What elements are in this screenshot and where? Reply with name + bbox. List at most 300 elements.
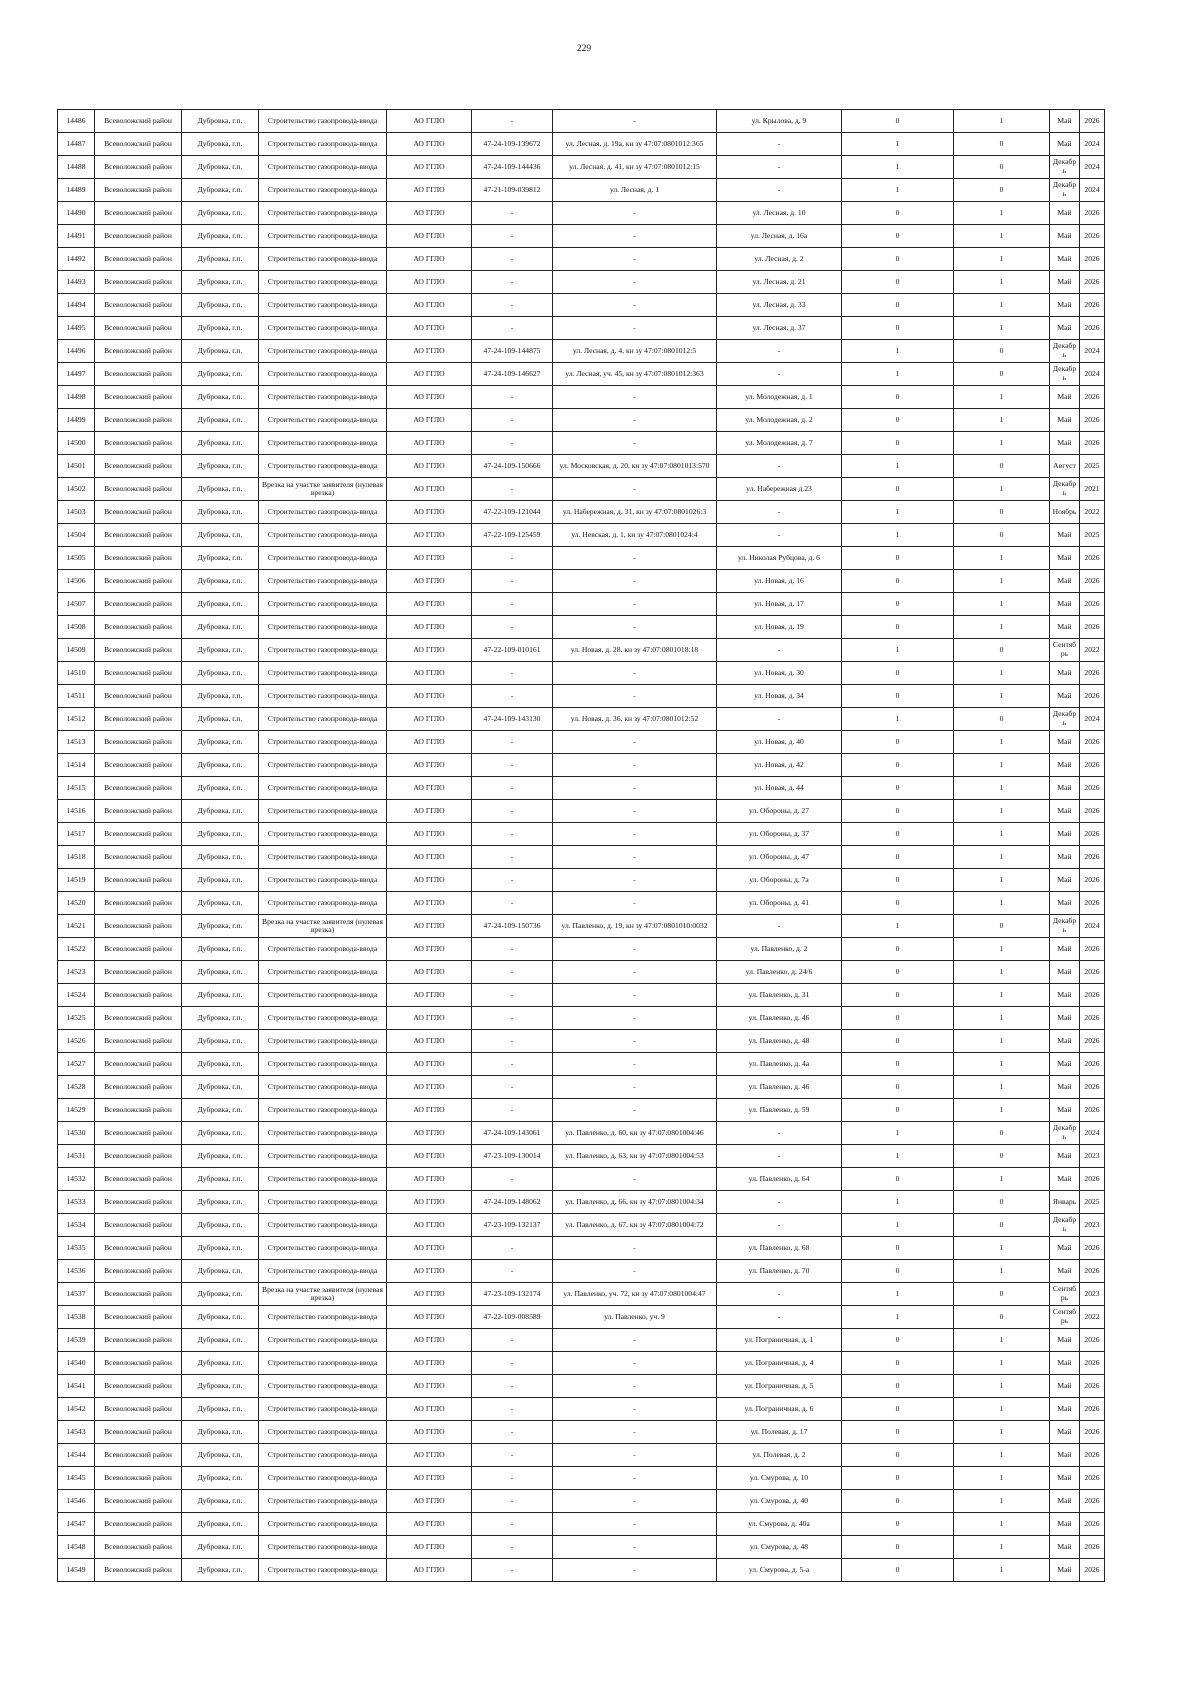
cell-district: Всеволожский район bbox=[95, 363, 182, 386]
cell-application-number: - bbox=[472, 777, 553, 800]
cell-work-type: Строительство газопровода-ввода bbox=[259, 133, 387, 156]
cell-work-type: Строительство газопровода-ввода bbox=[259, 708, 387, 731]
cell-application-number: - bbox=[472, 478, 553, 501]
cell-address: - bbox=[717, 340, 842, 363]
cell-district: Всеволожский район bbox=[95, 1490, 182, 1513]
cell-organization: АО ГГЛО bbox=[387, 570, 472, 593]
cell-address: ул. Обороны, д. 37 bbox=[717, 823, 842, 846]
table-row bbox=[58, 1007, 1105, 1030]
cell-value-b: 0 bbox=[954, 1122, 1050, 1145]
cell-value-a: 0 bbox=[842, 386, 954, 409]
table-row bbox=[58, 294, 1105, 317]
table-row bbox=[58, 1260, 1105, 1283]
cell-settlement: Дубровка, г.п. bbox=[182, 823, 259, 846]
cell-application-number: - bbox=[472, 938, 553, 961]
cell-settlement: Дубровка, г.п. bbox=[182, 616, 259, 639]
cell-organization: АО ГГЛО bbox=[387, 639, 472, 662]
cell-work-type: Строительство газопровода-ввода bbox=[259, 639, 387, 662]
cell-row-number: 14500 bbox=[58, 432, 95, 455]
cell-application-number: - bbox=[472, 685, 553, 708]
cell-row-number: 14525 bbox=[58, 1007, 95, 1030]
cell-address-cadastral: ул. Невская, д. 1, кн зу 47:07:0801024:4 bbox=[553, 524, 717, 547]
cell-value-a: 0 bbox=[842, 731, 954, 754]
cell-year: 2026 bbox=[1080, 432, 1105, 455]
cell-address-cadastral: - bbox=[553, 984, 717, 1007]
cell-year: 2026 bbox=[1080, 1099, 1105, 1122]
cell-organization: АО ГГЛО bbox=[387, 156, 472, 179]
cell-row-number: 14527 bbox=[58, 1053, 95, 1076]
cell-application-number: - bbox=[472, 1168, 553, 1191]
table-row bbox=[58, 363, 1105, 386]
cell-settlement: Дубровка, г.п. bbox=[182, 547, 259, 570]
cell-row-number: 14501 bbox=[58, 455, 95, 478]
cell-organization: АО ГГЛО bbox=[387, 1513, 472, 1536]
cell-value-b: 0 bbox=[954, 1191, 1050, 1214]
cell-address-cadastral: - bbox=[553, 593, 717, 616]
table-row bbox=[58, 1375, 1105, 1398]
cell-address-cadastral: - bbox=[553, 1168, 717, 1191]
cell-month: Май bbox=[1050, 984, 1080, 1007]
cell-address: ул. Павленко, д. 31 bbox=[717, 984, 842, 1007]
cell-settlement: Дубровка, г.п. bbox=[182, 1237, 259, 1260]
cell-value-a: 0 bbox=[842, 317, 954, 340]
table-row bbox=[58, 501, 1105, 524]
cell-application-number: 47-21-109-039812 bbox=[472, 179, 553, 202]
cell-value-a: 1 bbox=[842, 1306, 954, 1329]
cell-value-a: 0 bbox=[842, 409, 954, 432]
cell-address-cadastral: - bbox=[553, 1467, 717, 1490]
cell-year: 2026 bbox=[1080, 1352, 1105, 1375]
cell-value-a: 1 bbox=[842, 1122, 954, 1145]
cell-address: - bbox=[717, 639, 842, 662]
cell-row-number: 14498 bbox=[58, 386, 95, 409]
cell-work-type: Строительство газопровода-ввода bbox=[259, 1007, 387, 1030]
cell-value-a: 0 bbox=[842, 478, 954, 501]
cell-organization: АО ГГЛО bbox=[387, 363, 472, 386]
cell-year: 2025 bbox=[1080, 524, 1105, 547]
cell-year: 2026 bbox=[1080, 593, 1105, 616]
cell-value-a: 0 bbox=[842, 777, 954, 800]
cell-settlement: Дубровка, г.п. bbox=[182, 363, 259, 386]
cell-organization: АО ГГЛО bbox=[387, 1145, 472, 1168]
cell-value-b: 1 bbox=[954, 1467, 1050, 1490]
cell-month: Декабрь bbox=[1050, 156, 1080, 179]
cell-year: 2026 bbox=[1080, 1513, 1105, 1536]
cell-year: 2026 bbox=[1080, 1421, 1105, 1444]
cell-address-cadastral: - bbox=[553, 248, 717, 271]
table-row bbox=[58, 340, 1105, 363]
cell-work-type: Строительство газопровода-ввода bbox=[259, 1352, 387, 1375]
cell-value-b: 0 bbox=[954, 1145, 1050, 1168]
cell-application-number: - bbox=[472, 1490, 553, 1513]
cell-work-type: Строительство газопровода-ввода bbox=[259, 1306, 387, 1329]
cell-value-b: 1 bbox=[954, 478, 1050, 501]
cell-row-number: 14528 bbox=[58, 1076, 95, 1099]
cell-settlement: Дубровка, г.п. bbox=[182, 432, 259, 455]
cell-address: - bbox=[717, 501, 842, 524]
cell-organization: АО ГГЛО bbox=[387, 179, 472, 202]
cell-year: 2026 bbox=[1080, 1559, 1105, 1582]
cell-settlement: Дубровка, г.п. bbox=[182, 455, 259, 478]
cell-address: ул. Смурова, д. 48 bbox=[717, 1536, 842, 1559]
cell-settlement: Дубровка, г.п. bbox=[182, 110, 259, 133]
cell-month: Май bbox=[1050, 1145, 1080, 1168]
cell-organization: АО ГГЛО bbox=[387, 1122, 472, 1145]
cell-row-number: 14491 bbox=[58, 225, 95, 248]
cell-value-a: 0 bbox=[842, 616, 954, 639]
cell-organization: АО ГГЛО bbox=[387, 1030, 472, 1053]
cell-address: ул. Обороны, д. 41 bbox=[717, 892, 842, 915]
cell-settlement: Дубровка, г.п. bbox=[182, 938, 259, 961]
cell-application-number: 47-24-109-144436 bbox=[472, 156, 553, 179]
data-table bbox=[57, 109, 1105, 1582]
table-row bbox=[58, 432, 1105, 455]
cell-district: Всеволожский район bbox=[95, 547, 182, 570]
cell-application-number: - bbox=[472, 1099, 553, 1122]
cell-month: Май bbox=[1050, 1490, 1080, 1513]
cell-value-a: 0 bbox=[842, 225, 954, 248]
cell-district: Всеволожский район bbox=[95, 248, 182, 271]
cell-month: Май bbox=[1050, 1168, 1080, 1191]
cell-month: Май bbox=[1050, 731, 1080, 754]
cell-work-type: Строительство газопровода-ввода bbox=[259, 363, 387, 386]
cell-address-cadastral: ул. Павленко, д. 60, кн зу 47:07:0801004:46 bbox=[553, 1122, 717, 1145]
cell-value-b: 1 bbox=[954, 1168, 1050, 1191]
cell-address: ул. Молодежная, д. 2 bbox=[717, 409, 842, 432]
cell-value-a: 1 bbox=[842, 708, 954, 731]
cell-work-type: Врезка на участке заявителя (нулевая врезка) bbox=[259, 1283, 387, 1306]
cell-year: 2026 bbox=[1080, 225, 1105, 248]
cell-month: Май bbox=[1050, 248, 1080, 271]
cell-row-number: 14521 bbox=[58, 915, 95, 938]
cell-value-a: 0 bbox=[842, 1076, 954, 1099]
cell-row-number: 14488 bbox=[58, 156, 95, 179]
cell-value-a: 1 bbox=[842, 639, 954, 662]
table-row bbox=[58, 547, 1105, 570]
cell-value-a: 0 bbox=[842, 202, 954, 225]
cell-row-number: 14492 bbox=[58, 248, 95, 271]
cell-address: ул. Лесная, д. 33 bbox=[717, 294, 842, 317]
cell-address: - bbox=[717, 455, 842, 478]
table-row bbox=[58, 1053, 1105, 1076]
cell-year: 2024 bbox=[1080, 363, 1105, 386]
table-row bbox=[58, 1536, 1105, 1559]
cell-month: Май bbox=[1050, 294, 1080, 317]
cell-organization: АО ГГЛО bbox=[387, 731, 472, 754]
cell-row-number: 14531 bbox=[58, 1145, 95, 1168]
cell-settlement: Дубровка, г.п. bbox=[182, 1352, 259, 1375]
cell-month: Май bbox=[1050, 271, 1080, 294]
cell-value-a: 1 bbox=[842, 1145, 954, 1168]
cell-address-cadastral: ул. Лесная, уч. 45, кн зу 47:07:0801012:363 bbox=[553, 363, 717, 386]
cell-row-number: 14535 bbox=[58, 1237, 95, 1260]
cell-district: Всеволожский район bbox=[95, 1214, 182, 1237]
cell-address: ул. Павленко, д. 46 bbox=[717, 1076, 842, 1099]
cell-value-b: 0 bbox=[954, 1214, 1050, 1237]
cell-year: 2026 bbox=[1080, 1030, 1105, 1053]
table-body bbox=[58, 110, 1105, 1582]
cell-district: Всеволожский район bbox=[95, 616, 182, 639]
cell-district: Всеволожский район bbox=[95, 1559, 182, 1582]
cell-district: Всеволожский район bbox=[95, 1191, 182, 1214]
cell-application-number: - bbox=[472, 110, 553, 133]
cell-value-b: 0 bbox=[954, 1283, 1050, 1306]
cell-address: - bbox=[717, 156, 842, 179]
cell-application-number: - bbox=[472, 1007, 553, 1030]
table-row bbox=[58, 225, 1105, 248]
cell-value-a: 0 bbox=[842, 1513, 954, 1536]
cell-district: Всеволожский район bbox=[95, 317, 182, 340]
cell-value-b: 1 bbox=[954, 754, 1050, 777]
cell-month: Май bbox=[1050, 1375, 1080, 1398]
cell-value-b: 1 bbox=[954, 432, 1050, 455]
table-row bbox=[58, 478, 1105, 501]
table-row bbox=[58, 1398, 1105, 1421]
cell-work-type: Строительство газопровода-ввода bbox=[259, 593, 387, 616]
cell-address: ул. Павленко, д. 68 bbox=[717, 1237, 842, 1260]
table-row bbox=[58, 1513, 1105, 1536]
cell-month: Май bbox=[1050, 616, 1080, 639]
cell-district: Всеволожский район bbox=[95, 133, 182, 156]
cell-settlement: Дубровка, г.п. bbox=[182, 1329, 259, 1352]
cell-row-number: 14487 bbox=[58, 133, 95, 156]
cell-month: Май bbox=[1050, 386, 1080, 409]
cell-address-cadastral: - bbox=[553, 1007, 717, 1030]
cell-row-number: 14538 bbox=[58, 1306, 95, 1329]
cell-work-type: Строительство газопровода-ввода bbox=[259, 892, 387, 915]
cell-month: Май bbox=[1050, 225, 1080, 248]
cell-address: - bbox=[717, 179, 842, 202]
cell-application-number: 47-24-109-144875 bbox=[472, 340, 553, 363]
cell-address-cadastral: - bbox=[553, 823, 717, 846]
cell-district: Всеволожский район bbox=[95, 1053, 182, 1076]
cell-application-number: - bbox=[472, 1076, 553, 1099]
cell-district: Всеволожский район bbox=[95, 1030, 182, 1053]
cell-row-number: 14511 bbox=[58, 685, 95, 708]
cell-year: 2021 bbox=[1080, 478, 1105, 501]
cell-organization: АО ГГЛО bbox=[387, 432, 472, 455]
cell-value-a: 1 bbox=[842, 524, 954, 547]
cell-address: ул. Павленко, д. 70 bbox=[717, 1260, 842, 1283]
cell-work-type: Строительство газопровода-ввода bbox=[259, 524, 387, 547]
cell-organization: АО ГГЛО bbox=[387, 984, 472, 1007]
cell-row-number: 14517 bbox=[58, 823, 95, 846]
cell-year: 2024 bbox=[1080, 708, 1105, 731]
cell-year: 2023 bbox=[1080, 1214, 1105, 1237]
cell-address-cadastral: - bbox=[553, 271, 717, 294]
cell-month: Декабрь bbox=[1050, 363, 1080, 386]
cell-month: Январь bbox=[1050, 1191, 1080, 1214]
cell-month: Сентябрь bbox=[1050, 639, 1080, 662]
cell-work-type: Строительство газопровода-ввода bbox=[259, 386, 387, 409]
cell-row-number: 14495 bbox=[58, 317, 95, 340]
cell-district: Всеволожский район bbox=[95, 823, 182, 846]
table-row bbox=[58, 1490, 1105, 1513]
cell-value-b: 1 bbox=[954, 225, 1050, 248]
cell-district: Всеволожский район bbox=[95, 984, 182, 1007]
cell-work-type: Строительство газопровода-ввода bbox=[259, 685, 387, 708]
cell-row-number: 14540 bbox=[58, 1352, 95, 1375]
cell-address: ул. Пограничная, д. 1 bbox=[717, 1329, 842, 1352]
cell-value-b: 1 bbox=[954, 846, 1050, 869]
cell-row-number: 14502 bbox=[58, 478, 95, 501]
cell-organization: АО ГГЛО bbox=[387, 800, 472, 823]
cell-district: Всеволожский район bbox=[95, 455, 182, 478]
cell-address: ул. Новая, д. 42 bbox=[717, 754, 842, 777]
cell-organization: АО ГГЛО bbox=[387, 386, 472, 409]
cell-settlement: Дубровка, г.п. bbox=[182, 1191, 259, 1214]
cell-district: Всеволожский район bbox=[95, 409, 182, 432]
cell-district: Всеволожский район bbox=[95, 110, 182, 133]
cell-value-b: 1 bbox=[954, 1329, 1050, 1352]
cell-value-a: 0 bbox=[842, 961, 954, 984]
table-row bbox=[58, 869, 1105, 892]
cell-row-number: 14489 bbox=[58, 179, 95, 202]
table-row bbox=[58, 271, 1105, 294]
cell-address: ул. Пограничная, д. 6 bbox=[717, 1398, 842, 1421]
cell-address: - bbox=[717, 133, 842, 156]
cell-month: Декабрь bbox=[1050, 1214, 1080, 1237]
cell-address: ул. Набережная д.23 bbox=[717, 478, 842, 501]
cell-application-number: - bbox=[472, 846, 553, 869]
table-row bbox=[58, 202, 1105, 225]
cell-settlement: Дубровка, г.п. bbox=[182, 1076, 259, 1099]
cell-value-a: 0 bbox=[842, 1421, 954, 1444]
cell-address-cadastral: ул. Набережная, д. 31, кн зу 47:07:0801026:3 bbox=[553, 501, 717, 524]
cell-address-cadastral: - bbox=[553, 478, 717, 501]
cell-row-number: 14520 bbox=[58, 892, 95, 915]
cell-year: 2026 bbox=[1080, 1375, 1105, 1398]
cell-year: 2026 bbox=[1080, 800, 1105, 823]
cell-address-cadastral: - bbox=[553, 1559, 717, 1582]
cell-row-number: 14529 bbox=[58, 1099, 95, 1122]
cell-row-number: 14513 bbox=[58, 731, 95, 754]
cell-address: ул. Пограничная, д. 4 bbox=[717, 1352, 842, 1375]
cell-work-type: Строительство газопровода-ввода bbox=[259, 1375, 387, 1398]
cell-month: Май bbox=[1050, 777, 1080, 800]
cell-district: Всеволожский район bbox=[95, 777, 182, 800]
cell-address-cadastral: - bbox=[553, 869, 717, 892]
table-row bbox=[58, 593, 1105, 616]
cell-district: Всеволожский район bbox=[95, 179, 182, 202]
cell-month: Май bbox=[1050, 938, 1080, 961]
cell-address-cadastral: - bbox=[553, 317, 717, 340]
cell-year: 2026 bbox=[1080, 1168, 1105, 1191]
table-row bbox=[58, 156, 1105, 179]
cell-row-number: 14537 bbox=[58, 1283, 95, 1306]
cell-value-a: 0 bbox=[842, 1375, 954, 1398]
cell-application-number: - bbox=[472, 892, 553, 915]
cell-organization: АО ГГЛО bbox=[387, 1421, 472, 1444]
cell-settlement: Дубровка, г.п. bbox=[182, 1283, 259, 1306]
cell-address: ул. Новая, д. 17 bbox=[717, 593, 842, 616]
cell-application-number: - bbox=[472, 386, 553, 409]
cell-work-type: Строительство газопровода-ввода bbox=[259, 800, 387, 823]
cell-district: Всеволожский район bbox=[95, 800, 182, 823]
cell-address-cadastral: - bbox=[553, 294, 717, 317]
cell-row-number: 14543 bbox=[58, 1421, 95, 1444]
cell-organization: АО ГГЛО bbox=[387, 846, 472, 869]
table-row bbox=[58, 524, 1105, 547]
cell-work-type: Строительство газопровода-ввода bbox=[259, 1053, 387, 1076]
cell-month: Декабрь bbox=[1050, 179, 1080, 202]
cell-address-cadastral: - bbox=[553, 1329, 717, 1352]
cell-value-a: 1 bbox=[842, 1191, 954, 1214]
table-row bbox=[58, 455, 1105, 478]
cell-settlement: Дубровка, г.п. bbox=[182, 225, 259, 248]
cell-value-b: 1 bbox=[954, 271, 1050, 294]
cell-settlement: Дубровка, г.п. bbox=[182, 731, 259, 754]
cell-application-number: 47-22-109-008589 bbox=[472, 1306, 553, 1329]
cell-organization: АО ГГЛО bbox=[387, 938, 472, 961]
cell-address-cadastral: ул. Павленко, д. 19, кн зу 47:07:0801010:0032 bbox=[553, 915, 717, 938]
cell-year: 2026 bbox=[1080, 731, 1105, 754]
cell-application-number: - bbox=[472, 294, 553, 317]
cell-organization: АО ГГЛО bbox=[387, 1214, 472, 1237]
cell-work-type: Строительство газопровода-ввода bbox=[259, 1559, 387, 1582]
table-row bbox=[58, 1559, 1105, 1582]
cell-address-cadastral: - bbox=[553, 754, 717, 777]
cell-value-b: 1 bbox=[954, 938, 1050, 961]
cell-organization: АО ГГЛО bbox=[387, 133, 472, 156]
cell-application-number: - bbox=[472, 271, 553, 294]
cell-address: ул. Пограничная, д. 5 bbox=[717, 1375, 842, 1398]
cell-value-a: 0 bbox=[842, 685, 954, 708]
cell-application-number: - bbox=[472, 1421, 553, 1444]
cell-application-number: - bbox=[472, 616, 553, 639]
cell-settlement: Дубровка, г.п. bbox=[182, 409, 259, 432]
cell-settlement: Дубровка, г.п. bbox=[182, 800, 259, 823]
table-row bbox=[58, 1191, 1105, 1214]
cell-settlement: Дубровка, г.п. bbox=[182, 1007, 259, 1030]
cell-year: 2026 bbox=[1080, 662, 1105, 685]
cell-address: - bbox=[717, 1122, 842, 1145]
cell-settlement: Дубровка, г.п. bbox=[182, 179, 259, 202]
cell-address-cadastral: - bbox=[553, 961, 717, 984]
cell-address: - bbox=[717, 1145, 842, 1168]
cell-settlement: Дубровка, г.п. bbox=[182, 524, 259, 547]
cell-value-b: 1 bbox=[954, 248, 1050, 271]
cell-address: - bbox=[717, 524, 842, 547]
cell-settlement: Дубровка, г.п. bbox=[182, 1030, 259, 1053]
cell-district: Всеволожский район bbox=[95, 1260, 182, 1283]
cell-settlement: Дубровка, г.п. bbox=[182, 1398, 259, 1421]
cell-settlement: Дубровка, г.п. bbox=[182, 202, 259, 225]
cell-value-a: 1 bbox=[842, 363, 954, 386]
cell-address: ул. Новая, д. 34 bbox=[717, 685, 842, 708]
table-row bbox=[58, 846, 1105, 869]
cell-value-b: 1 bbox=[954, 386, 1050, 409]
cell-district: Всеволожский район bbox=[95, 961, 182, 984]
cell-application-number: - bbox=[472, 1053, 553, 1076]
cell-district: Всеволожский район bbox=[95, 156, 182, 179]
cell-application-number: - bbox=[472, 202, 553, 225]
cell-organization: АО ГГЛО bbox=[387, 1490, 472, 1513]
cell-organization: АО ГГЛО bbox=[387, 225, 472, 248]
cell-work-type: Строительство газопровода-ввода bbox=[259, 938, 387, 961]
cell-district: Всеволожский район bbox=[95, 892, 182, 915]
cell-settlement: Дубровка, г.п. bbox=[182, 1513, 259, 1536]
cell-application-number: - bbox=[472, 547, 553, 570]
cell-address: ул. Павленко, д. 46 bbox=[717, 1007, 842, 1030]
cell-application-number: - bbox=[472, 570, 553, 593]
cell-address: - bbox=[717, 708, 842, 731]
cell-address: ул. Обороны, д. 27 bbox=[717, 800, 842, 823]
table-row bbox=[58, 1306, 1105, 1329]
cell-district: Всеволожский район bbox=[95, 731, 182, 754]
cell-address-cadastral: - bbox=[553, 1030, 717, 1053]
cell-row-number: 14523 bbox=[58, 961, 95, 984]
